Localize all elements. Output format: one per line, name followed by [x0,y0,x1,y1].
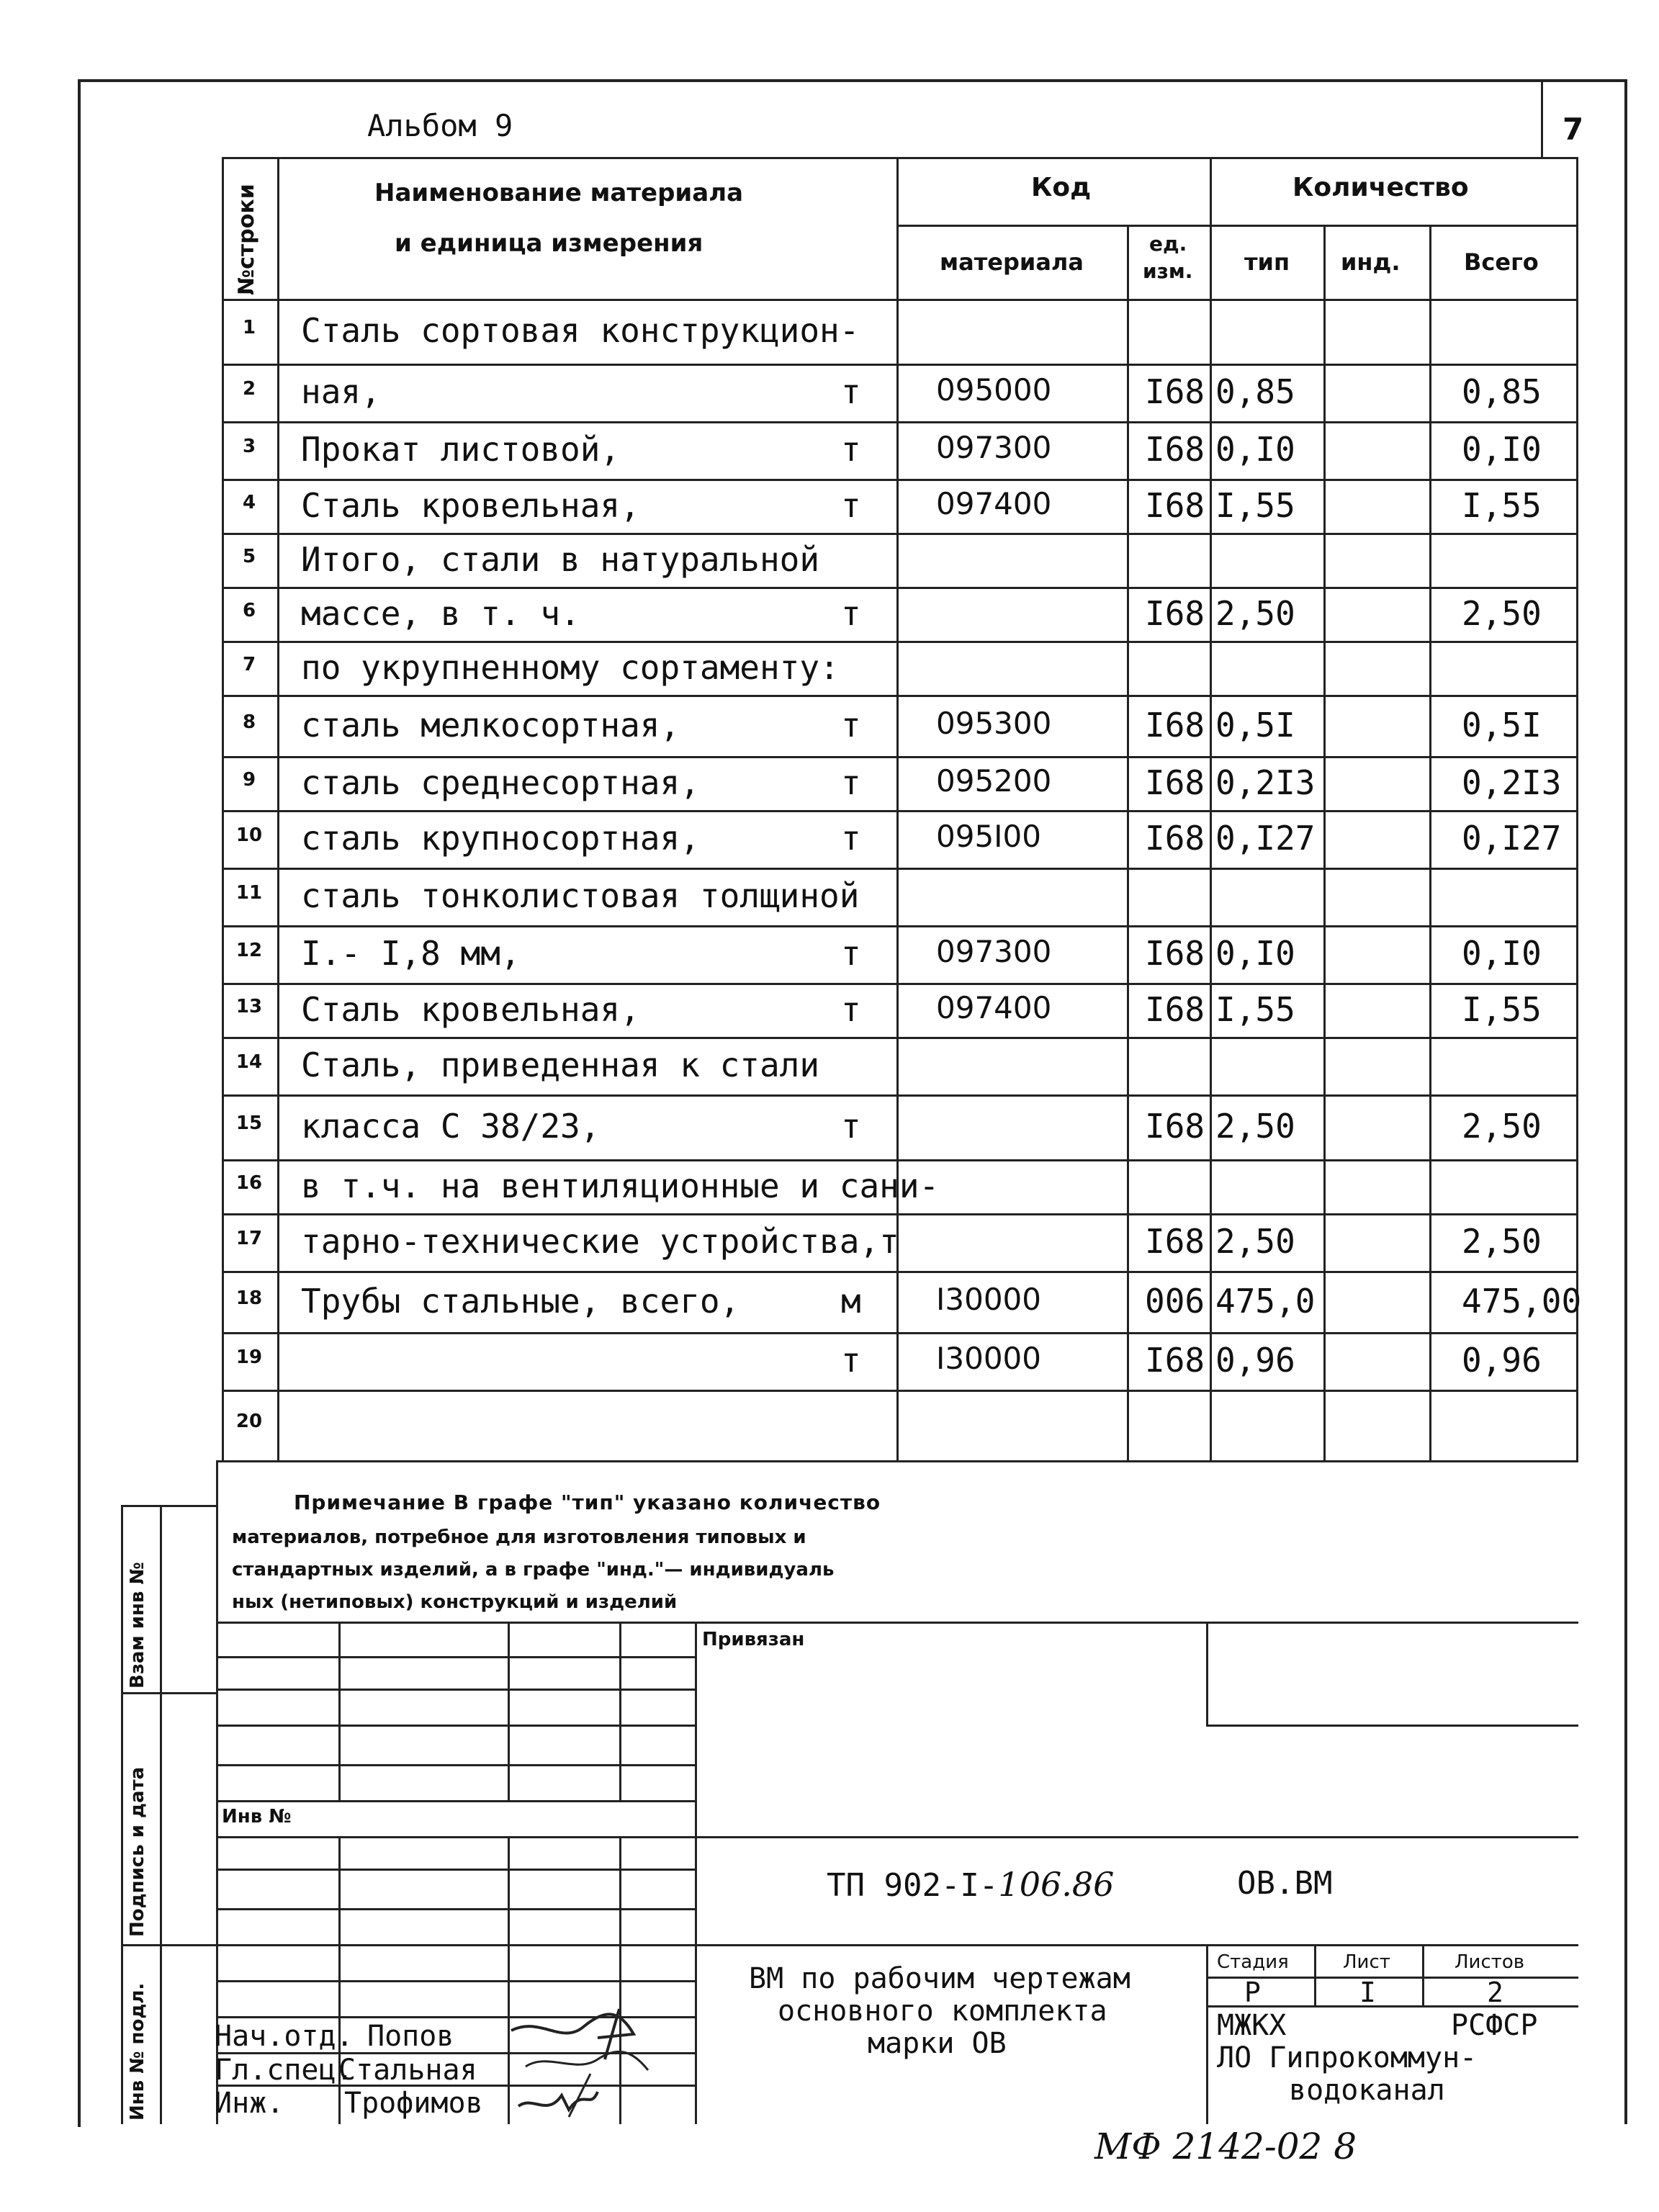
row-number: 4 [242,492,256,513]
row-unit: т [841,763,861,802]
row-separator [222,1460,1578,1462]
row-qty-type: 2,50 [1215,1222,1295,1261]
row-unit: т [841,706,861,745]
row-number: 20 [235,1411,263,1432]
row-unit-code: I68 [1145,486,1205,525]
title-line-1: ВМ по рабочим чертежам [749,1962,1130,1995]
album-label: Альбом 9 [367,108,513,143]
row-qty-total: 0,85 [1462,372,1542,411]
stage-value: Р [1244,1977,1261,2008]
row-separator [222,1332,1578,1334]
row-material-code: I30000 [936,1282,1041,1317]
row-name: I.- I,8 мм, [301,934,521,973]
sig-role-3: Инж. [215,2087,284,2120]
row-name: массе, в т. ч. [301,594,580,633]
sig-name-2: Стальная [338,2054,477,2087]
row-qty-total: 0,2I3 [1462,763,1562,802]
row-unit-code: 006 [1145,1282,1205,1321]
footer-handwritten-code: МФ 2142-02 8 [1094,2126,1357,2167]
row-number: 13 [235,996,263,1017]
row-qty-total: 0,I0 [1462,430,1542,469]
note-line-2: материалов, потребное для изготовления типовых и [232,1527,806,1548]
row-qty-type: 475,0 [1215,1282,1316,1321]
row-name: Прокат листовой, [301,430,621,469]
row-separator [222,1094,1578,1097]
col-header-code: Код [1031,173,1092,202]
row-unit-code: I68 [1145,1341,1205,1380]
col-header-total: Всего [1464,248,1539,276]
col-header-unit-2: изм. [1143,259,1193,283]
org-line-1b: РСФСР [1451,2009,1538,2042]
row-number: 3 [242,436,256,457]
row-unit-code: I68 [1145,594,1205,633]
row-qty-type: 0,5I [1215,706,1295,745]
row-qty-type: 0,I27 [1215,819,1316,858]
row-number: 12 [235,940,263,961]
row-number: 15 [235,1112,263,1134]
row-number: 5 [242,546,256,567]
row-unit: т [841,486,861,525]
row-material-code: 097300 [936,430,1052,465]
col-header-type: тип [1244,248,1290,276]
col-header-quantity: Количество [1292,173,1469,202]
row-unit: т [841,1341,861,1380]
row-number: 1 [242,317,256,338]
page-box-top [1541,79,1627,81]
side-label-inv-podl: Инв № подл. [127,1982,148,2121]
row-name: Сталь кровельная, [301,486,640,525]
row-separator [222,695,1578,697]
row-material-code: 095I00 [936,819,1041,854]
row-separator [222,479,1578,481]
row-unit-code: I68 [1145,1222,1205,1261]
row-qty-total: 2,50 [1462,1107,1542,1146]
col-header-unit-1: ед. [1149,232,1187,256]
row-name: в т.ч. на вентиляционные и сани- [301,1166,940,1205]
inv-no-label: Инв № [222,1806,292,1827]
sig-role-1: Нач.отд. [215,2020,354,2053]
row-name: Сталь сортовая конструкцион- [301,311,860,350]
row-separator [222,1159,1578,1161]
sig-name-1: Попов [367,2020,454,2053]
row-qty-type: 0,85 [1215,372,1295,411]
row-separator [222,1390,1578,1392]
row-qty-type: I,55 [1215,990,1295,1029]
row-number: 11 [235,882,263,904]
row-qty-type: 0,96 [1215,1341,1295,1380]
page-number: 7 [1563,112,1584,147]
row-qty-type: 0,2I3 [1215,763,1316,802]
note-line-4: ных (нетиповых) конструкций и изделий [232,1591,678,1613]
row-separator [222,641,1578,643]
row-unit-code: I68 [1145,706,1205,745]
document-suffix: ОВ.ВМ [1237,1865,1333,1902]
org-line-1a: МЖКХ [1217,2009,1287,2042]
note-line-3: стандартных изделий, а в графе "инд."— индивидуаль [232,1559,835,1581]
row-unit: т [841,934,861,973]
row-qty-type: 0,I0 [1215,934,1295,973]
row-unit: т [841,430,861,469]
row-number: 16 [235,1172,263,1194]
row-name: сталь крупносортная, [301,819,700,858]
sheets-value: 2 [1487,1977,1503,2008]
row-qty-type: 2,50 [1215,594,1295,633]
row-name: класса С 38/23, [301,1107,601,1146]
row-unit-code: I68 [1145,763,1205,802]
row-number: 8 [242,711,256,733]
row-qty-total: I,55 [1462,990,1542,1029]
row-material-code: 097400 [936,486,1052,521]
row-number: 6 [242,600,256,621]
col-header-row-no: №строки [234,184,259,295]
note-line-1: Примечание В графе "тип" указано количество [294,1491,881,1514]
row-name: ная, [301,372,381,411]
title-line-2: основного комплекта [778,1995,1107,2028]
sheet-label: Лист [1343,1951,1390,1973]
row-material-code: 097300 [936,934,1052,969]
row-qty-total: I,55 [1462,486,1542,525]
row-unit-code: I68 [1145,990,1205,1029]
row-name: по укрупненному сортаменту: [301,648,840,687]
row-name: Сталь кровельная, [301,990,640,1029]
row-unit-code: I68 [1145,430,1205,469]
row-unit: т [841,990,861,1029]
row-material-code: 095300 [936,706,1052,741]
org-line-3: водоканал [1289,2074,1445,2107]
row-separator [222,533,1578,535]
row-name: Итого, стали в натуральной [301,540,820,579]
row-material-code: 097400 [936,990,1052,1025]
row-qty-type: 2,50 [1215,1107,1295,1146]
sheet-frame-right [1624,79,1627,2124]
row-unit: т [841,1107,861,1146]
row-unit: т [841,372,861,411]
row-separator [222,1271,1578,1273]
row-name: Трубы стальные, всего, [301,1282,740,1321]
row-qty-total: 0,5I [1462,706,1542,745]
row-name: сталь среднесортная, [301,763,700,802]
row-separator [222,810,1578,812]
row-number: 19 [235,1346,263,1368]
row-number: 10 [235,824,263,846]
row-unit-code: I68 [1145,819,1205,858]
row-qty-type: 0,I0 [1215,430,1295,469]
col-header-name-1: Наименование материала [374,179,744,207]
stage-label: Стадия [1217,1951,1289,1973]
row-material-code: I30000 [936,1341,1041,1376]
row-separator [222,587,1578,589]
side-label-podpis: Подпись и дата [127,1766,148,1937]
row-qty-total: 0,I27 [1462,819,1562,858]
col-header-material-code: материала [940,248,1084,276]
row-qty-total: 0,I0 [1462,934,1542,973]
row-separator [222,1213,1578,1215]
row-unit-code: I68 [1145,372,1205,411]
row-separator [222,925,1578,927]
row-separator [222,421,1578,423]
row-separator [222,868,1578,870]
document-code: ТП 902-I-106.86 [827,1865,1115,1904]
row-qty-total: 2,50 [1462,594,1542,633]
row-qty-total: 0,96 [1462,1341,1542,1380]
sheets-label: Листов [1455,1951,1525,1973]
row-name: сталь тонколистовая толщиной [301,876,860,915]
row-separator [222,756,1578,758]
page-box-divider [1541,79,1543,158]
row-number: 7 [242,654,256,675]
sheet-value: I [1359,1977,1376,2008]
row-qty-type: I,55 [1215,486,1295,525]
row-material-code: 095000 [936,372,1052,408]
signatures-scribble [497,2002,684,2124]
row-unit-code: I68 [1145,934,1205,973]
sig-role-2: Гл.спец. [215,2054,354,2087]
row-material-code: 095200 [936,763,1052,799]
row-number: 18 [235,1287,263,1309]
row-number: 2 [242,378,256,400]
sig-name-3: Трофимов [344,2087,483,2120]
row-unit: т [841,819,861,858]
title-line-3: марки ОВ [868,2027,1007,2060]
row-name: Сталь, приведенная к стали [301,1046,820,1084]
col-header-ind: инд. [1341,248,1401,276]
row-name: тарно-технические устройства,т [301,1222,899,1261]
row-separator [222,364,1578,366]
row-number: 14 [235,1051,263,1073]
col-header-name-2: и единица измерения [395,229,703,258]
row-separator [222,983,1578,985]
row-qty-total: 2,50 [1462,1222,1542,1261]
row-unit: т [841,594,861,633]
privyazan-label: Привязан [702,1629,805,1650]
row-number: 9 [242,769,256,791]
row-unit-code: I68 [1145,1107,1205,1146]
row-unit: м [841,1282,861,1321]
side-label-vzam: Взам инв № [127,1562,148,1689]
org-line-2: ЛО Гипрокоммун- [1217,2041,1478,2074]
row-number: 17 [235,1228,263,1249]
row-separator [222,1037,1578,1039]
row-qty-total: 475,00 [1462,1282,1582,1321]
row-name: сталь мелкосортная, [301,706,680,745]
